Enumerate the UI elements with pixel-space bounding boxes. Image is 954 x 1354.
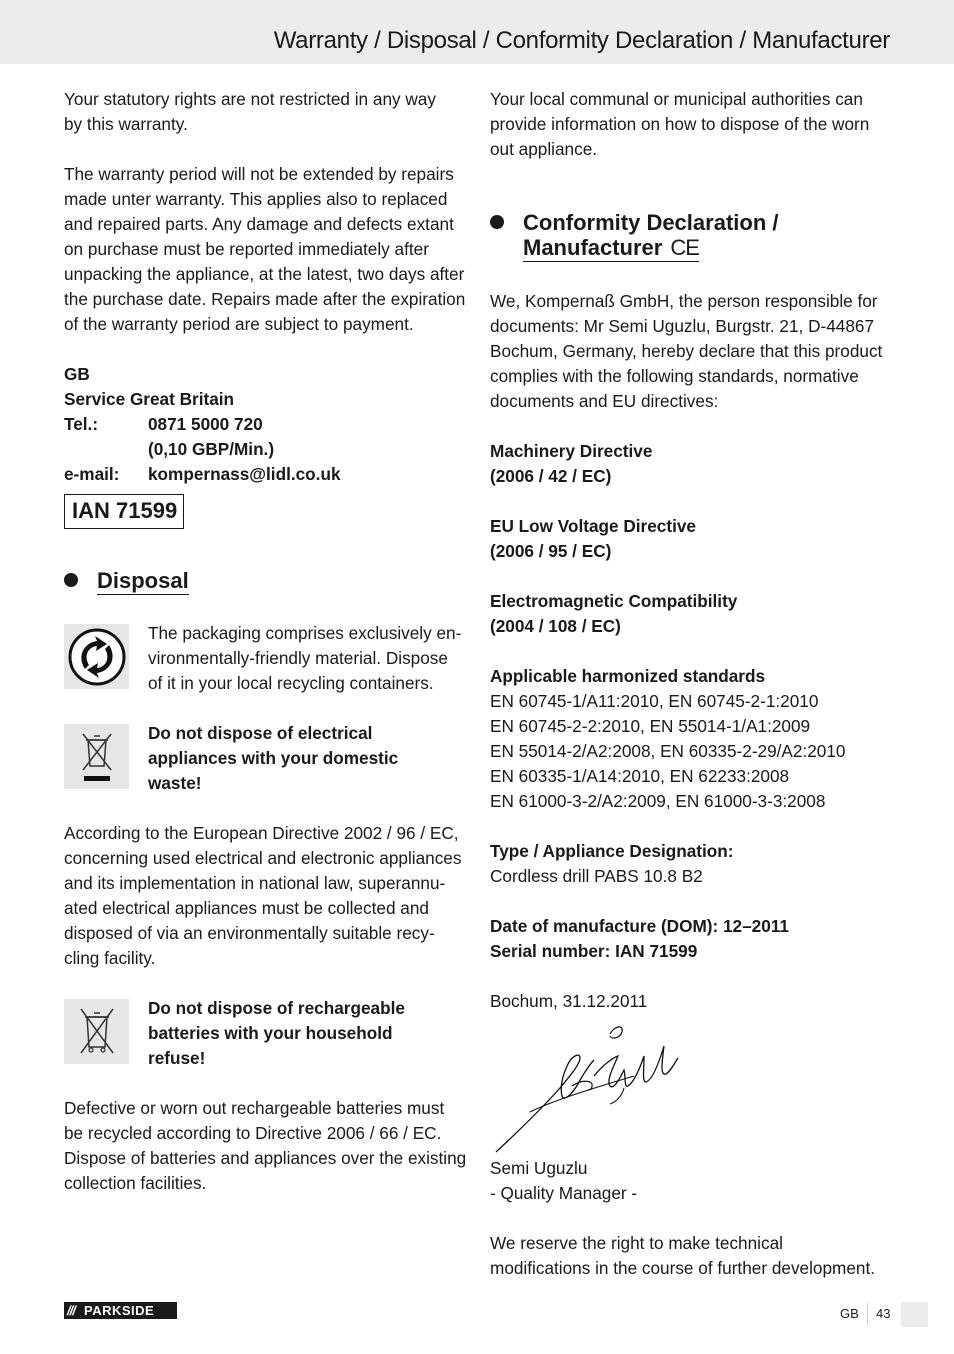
email-row: [64, 462, 464, 487]
conformity-heading: Conformity Declaration / Manufacturer CE: [490, 210, 894, 262]
signer-name: Semi Uguzlu: [490, 1158, 588, 1178]
footer-divider: [867, 1303, 868, 1325]
tel-row: [64, 412, 464, 437]
tel-value: 0871 5000 720: [148, 414, 263, 434]
directive-paragraph: According to the European Directive 2002 / 96 / EC, concerning used electrical and electronic appliances and its implementation in national law, superannu- ated electrical appliances must be collected and disposed of via an environmentally suitable recy- cling facility.: [64, 823, 462, 968]
manufacture-info: Date of manufacture (DOM): 12–2011 Serial number: IAN 71599: [490, 916, 789, 961]
low-voltage-directive: EU Low Voltage Directive (2006 / 95 / EC): [490, 516, 696, 561]
logo-stripes: ///: [67, 1303, 75, 1318]
footer-tab: [901, 1302, 928, 1327]
right-column: [490, 87, 894, 1281]
footer-country: GB: [840, 1306, 859, 1321]
authorities-paragraph: Your local communal or municipal authorities can provide information on how to dispose of the worn out appliance.: [490, 89, 870, 159]
packaging-text: The packaging comprises exclusively en- vironmentally-friendly material. Dispose of it in your local recycling containers.: [148, 623, 462, 693]
email-value: kompernass@lidl.co.uk: [148, 464, 341, 484]
signer-role: - Quality Manager -: [490, 1183, 638, 1203]
conformity-intro: We, Kompernaß GmbH, the person responsible for documents: Mr Semi Uguzlu, Burgstr. 21, D-44867 Bochum, Germany, hereby declare that this product complies with the following standards, normative documents and EU directives:: [490, 291, 883, 411]
crossed-bin-battery-icon: [64, 999, 129, 1064]
parkside-logo: [64, 1302, 177, 1319]
ce-mark-icon: CE: [670, 235, 699, 260]
disposal-heading: Disposal: [64, 568, 464, 595]
logo-brand: PARKSIDE: [84, 1303, 155, 1318]
bullet-icon: [64, 573, 78, 587]
technical-modifications-note: We reserve the right to make technical modifications in the course of further development.: [490, 1233, 876, 1278]
machinery-directive: Machinery Directive (2006 / 42 / EC): [490, 441, 653, 486]
battery-waste-row: [64, 996, 464, 1071]
tel-rate: (0,10 GBP/Min.): [148, 439, 275, 459]
place-date: Bochum, 31.12.2011: [490, 991, 648, 1011]
service-name: Service Great Britain: [64, 389, 235, 409]
email-label: e-mail:: [64, 464, 120, 484]
tel-label: Tel.:: [64, 414, 99, 434]
electrical-waste-row: [64, 721, 464, 796]
bullet-icon: [490, 215, 504, 229]
green-dot-recycling-icon: [64, 624, 129, 689]
left-column: [64, 87, 467, 1196]
packaging-row: [64, 621, 464, 696]
harmonized-standards: Applicable harmonized standards EN 60745-1/A11:2010, EN 60745-2-1:2010 EN 60745-2-2:2010, EN 55014-1/A1:2009 EN 55014-2/A2:2008, EN 60335-2-29/A2:2010 EN 60335-1/A14:2010, EN 62233:2008 EN 61000-3-2/A2:2009, EN 61000-3-3:2008: [490, 666, 846, 811]
tel-rate-row: [64, 437, 464, 462]
service-contact: [64, 362, 464, 487]
statutory-rights-paragraph: Your statutory rights are not restricted in any way by this warranty.: [64, 89, 436, 134]
appliance-designation: Type / Appliance Designation: Cordless drill PABS 10.8 B2: [490, 841, 734, 886]
crossed-bin-weee-icon: [64, 724, 129, 789]
service-country: GB: [64, 364, 90, 384]
ian-box: IAN 71599: [64, 494, 184, 529]
page-number: 43: [876, 1306, 891, 1321]
page-title: Warranty / Disposal / Conformity Declaration / Manufacturer: [273, 27, 890, 54]
battery-recycling-paragraph: Defective or worn out rechargeable batteries must be recycled according to Directive 2006 / 66 / EC. Dispose of batteries and appliances over the existing collection facilities.: [64, 1098, 467, 1193]
warranty-period-paragraph: The warranty period will not be extended by repairs made unter warranty. This applies also to replaced and repaired parts. Any damage and defects extant on purchase must be reported immediately after unpacking the appliance, at the latest, two days after the purchase date. Repairs made after the expiration of the warranty period are subject to payment.: [64, 164, 466, 334]
signature-image: [494, 1016, 694, 1156]
electrical-waste-warning: Do not dispose of electrical appliances with your domestic waste!: [148, 723, 399, 793]
emc-directive: Electromagnetic Compatibility (2004 / 108 / EC): [490, 591, 738, 636]
battery-waste-warning: Do not dispose of rechargeable batteries with your household refuse!: [148, 998, 405, 1068]
header-bar: [0, 0, 954, 64]
